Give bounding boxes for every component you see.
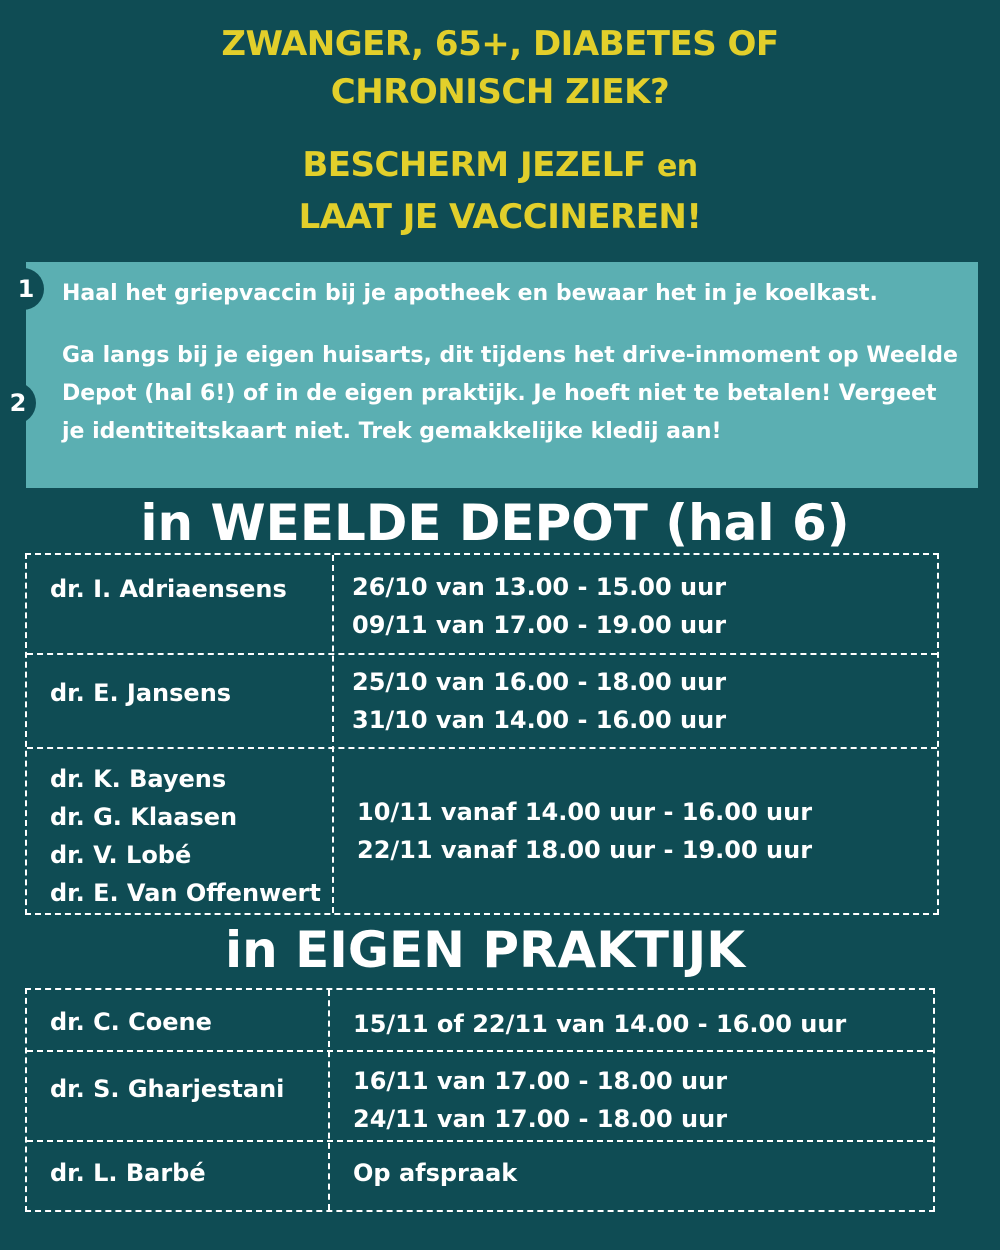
headline-line-3 (0, 140, 1000, 192)
doctor-name: dr. S. Gharjestani (50, 1075, 285, 1103)
time-slot: 22/11 vanaf 18.00 uur - 19.00 uur (357, 836, 813, 864)
step-1-badge: 1 (8, 268, 44, 310)
time-slot: 31/10 van 14.00 - 16.00 uur (352, 706, 727, 734)
doctor-name: dr. G. Klaasen (50, 803, 238, 831)
time-slot: Op afspraak (353, 1159, 518, 1187)
headline-line-1: ZWANGER, 65+, DIABETES OF (221, 24, 779, 64)
step-2-text: Ga langs bij je eigen huisarts, dit tijdens het drive-inmoment op Weelde Depot (hal 6!) of in de eigen praktijk. Je hoeft niet te betalen! Vergeet je identiteitskaart niet. Trek gemakkelijke kledij aan! (62, 343, 958, 444)
time-slot: 24/11 van 17.00 - 18.00 uur (353, 1105, 728, 1133)
row-divider (27, 1140, 933, 1142)
doctor-name: dr. E. Van Offenwert (50, 879, 321, 907)
praktijk-schedule-table (25, 988, 935, 1212)
depot-section-title: in WEELDE DEPOT (hal 6) (140, 494, 850, 552)
depot-schedule-table (25, 553, 939, 915)
time-slot: 25/10 van 16.00 - 18.00 uur (352, 668, 727, 696)
doctor-name: dr. E. Jansens (50, 679, 232, 707)
step-1-text: Haal het griepvaccin bij je apotheek en bewaar het in je koelkast. (62, 281, 878, 306)
row-divider (27, 1050, 933, 1052)
time-slot: 09/11 van 17.00 - 19.00 uur (352, 611, 727, 639)
headline-question (0, 20, 1000, 116)
praktijk-section-title: in EIGEN PRAKTIJK (225, 921, 745, 979)
time-slot: 16/11 van 17.00 - 18.00 uur (353, 1067, 728, 1095)
time-slot: 26/10 van 13.00 - 15.00 uur (352, 573, 727, 601)
step-2-badge: 2 (0, 382, 36, 424)
doctor-name: dr. L. Barbé (50, 1159, 206, 1187)
headline-call-to-action (0, 140, 1000, 242)
doctor-name: dr. K. Bayens (50, 765, 227, 793)
column-divider (328, 990, 330, 1210)
doctor-name: dr. I. Adriaensens (50, 575, 287, 603)
time-slot: 10/11 vanaf 14.00 uur - 16.00 uur (357, 798, 813, 826)
headline-line-4: LAAT JE VACCINEREN! (298, 197, 702, 237)
headline-line-3a: BESCHERM JEZELF (302, 145, 646, 185)
column-divider (332, 555, 334, 913)
row-divider (27, 653, 937, 655)
doctor-name: dr. C. Coene (50, 1008, 212, 1036)
doctor-name: dr. V. Lobé (50, 841, 192, 869)
row-divider (27, 747, 937, 749)
headline-line-2: CHRONISCH ZIEK? (330, 72, 670, 112)
time-slot: 15/11 of 22/11 van 14.00 - 16.00 uur (353, 1010, 847, 1038)
headline-line-3b: en (656, 149, 698, 184)
